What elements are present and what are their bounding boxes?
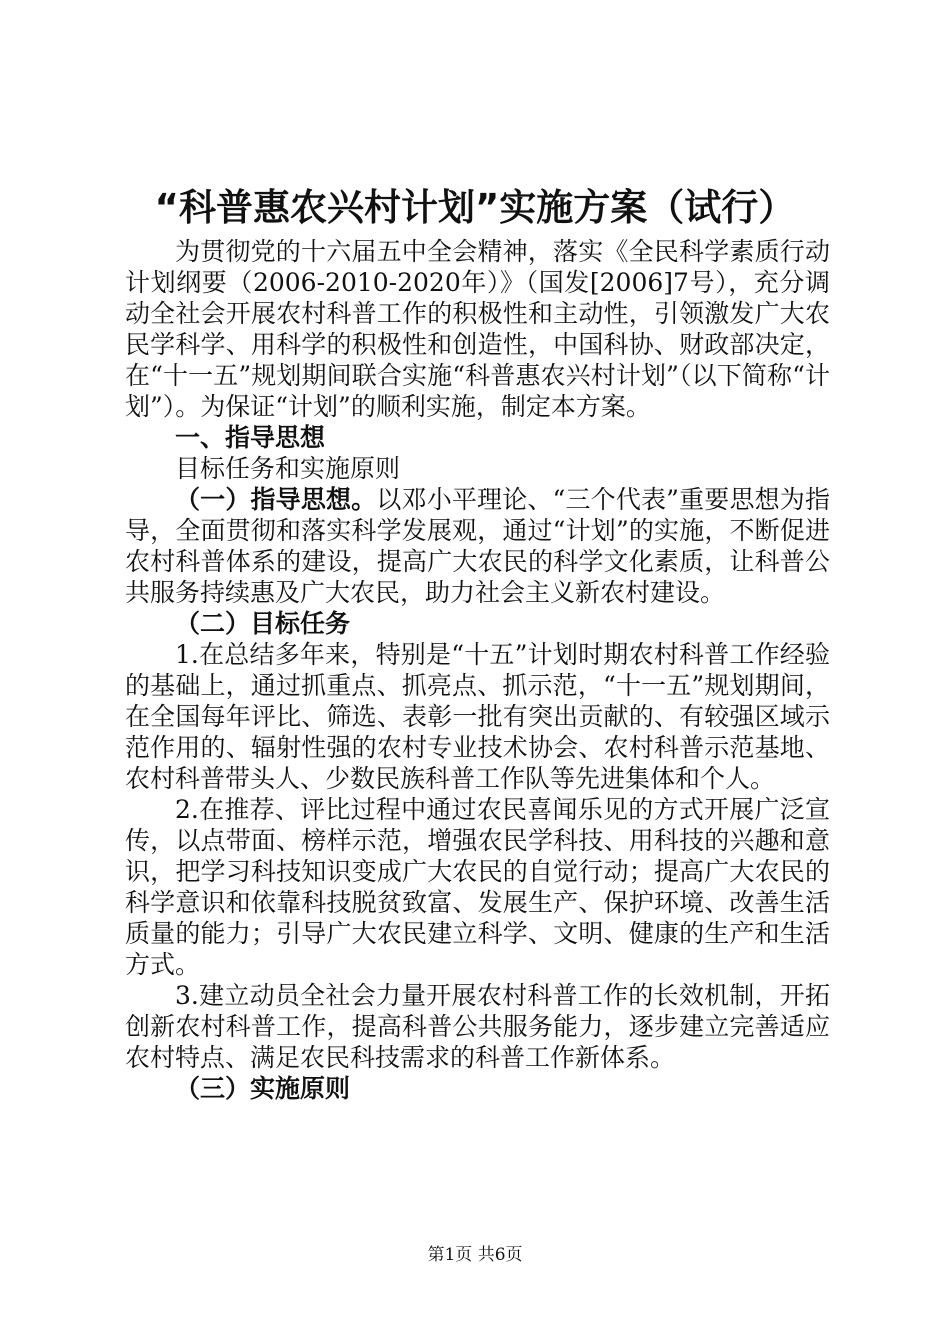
document-body [125,236,830,1104]
intro-paragraph: 为贯彻党的十六届五中全会精神，落实《全民科学素质行动计划纲要（2006-2010-2020年）》（国发[2006]7号），充分调动全社会开展农村科普工作的积极性和主动性，引领激发广大农民学科学、用科学的积极性和创造性，中国科协、财政部决定，在“十一五”规划期间联合实施“科普惠农兴村计划”（以下简称“计划”）。为保证“计划”的顺利实施，制定本方案。 [125,237,830,421]
section-heading-guiding: 一、指导思想 [175,423,326,452]
goal-item-1: 1.在总结多年来，特别是“十五”计划时期农村科普工作经验的基础上，通过抓重点、抓亮点、抓示范，“十一五”规划期间，在全国每年评比、筛选、表彰一批有突出贡献的、有较强区域示范作用的、辐射性强的农村专业技术协会、农村科普示范基地、农村科普带头人、少数民族科普工作队等先进集体和个人。 [125,640,830,793]
principles-heading: （三）实施原则 [175,1074,351,1103]
guiding-label: （一）指导思想。 [175,485,377,514]
page-number-footer: 第1页 共6页 [427,1245,523,1265]
section-subheading: 目标任务和实施原则 [175,454,401,483]
goal-item-3: 3.建立动员全社会力量开展农村科普工作的长效机制，开拓创新农村科普工作，提高科普公共服务能力，逐步建立完善适应农村特点、满足农民科技需求的科普工作新体系。 [125,981,830,1072]
goal-item-2: 2.在推荐、评比过程中通过农民喜闻乐见的方式开展广泛宣传，以点带面、榜样示范，增强农民学科技、用科技的兴趣和意识，把学习科技知识变成广大农民的自觉行动；提高广大农民的科学意识和依靠科技脱贫致富、发展生产、保护环境、改善生活质量的能力；引导广大农民建立科学、文明、健康的生产和生活方式。 [125,795,830,979]
guiding-paragraph [125,484,830,608]
guiding-text: 以邓小平理论、“三个代表”重要思想为指导，全面贯彻和落实科学发展观，通过“计划”的实施，不断促进农村科普体系的建设，提高广大农民的科学文化素质，让科普公共服务持续惠及广大农民，助力社会主义新农村建设。 [125,485,830,607]
document-title: “科普惠农兴村计划”实施方案（试行） [154,186,796,229]
goals-heading: （二）目标任务 [175,609,351,638]
